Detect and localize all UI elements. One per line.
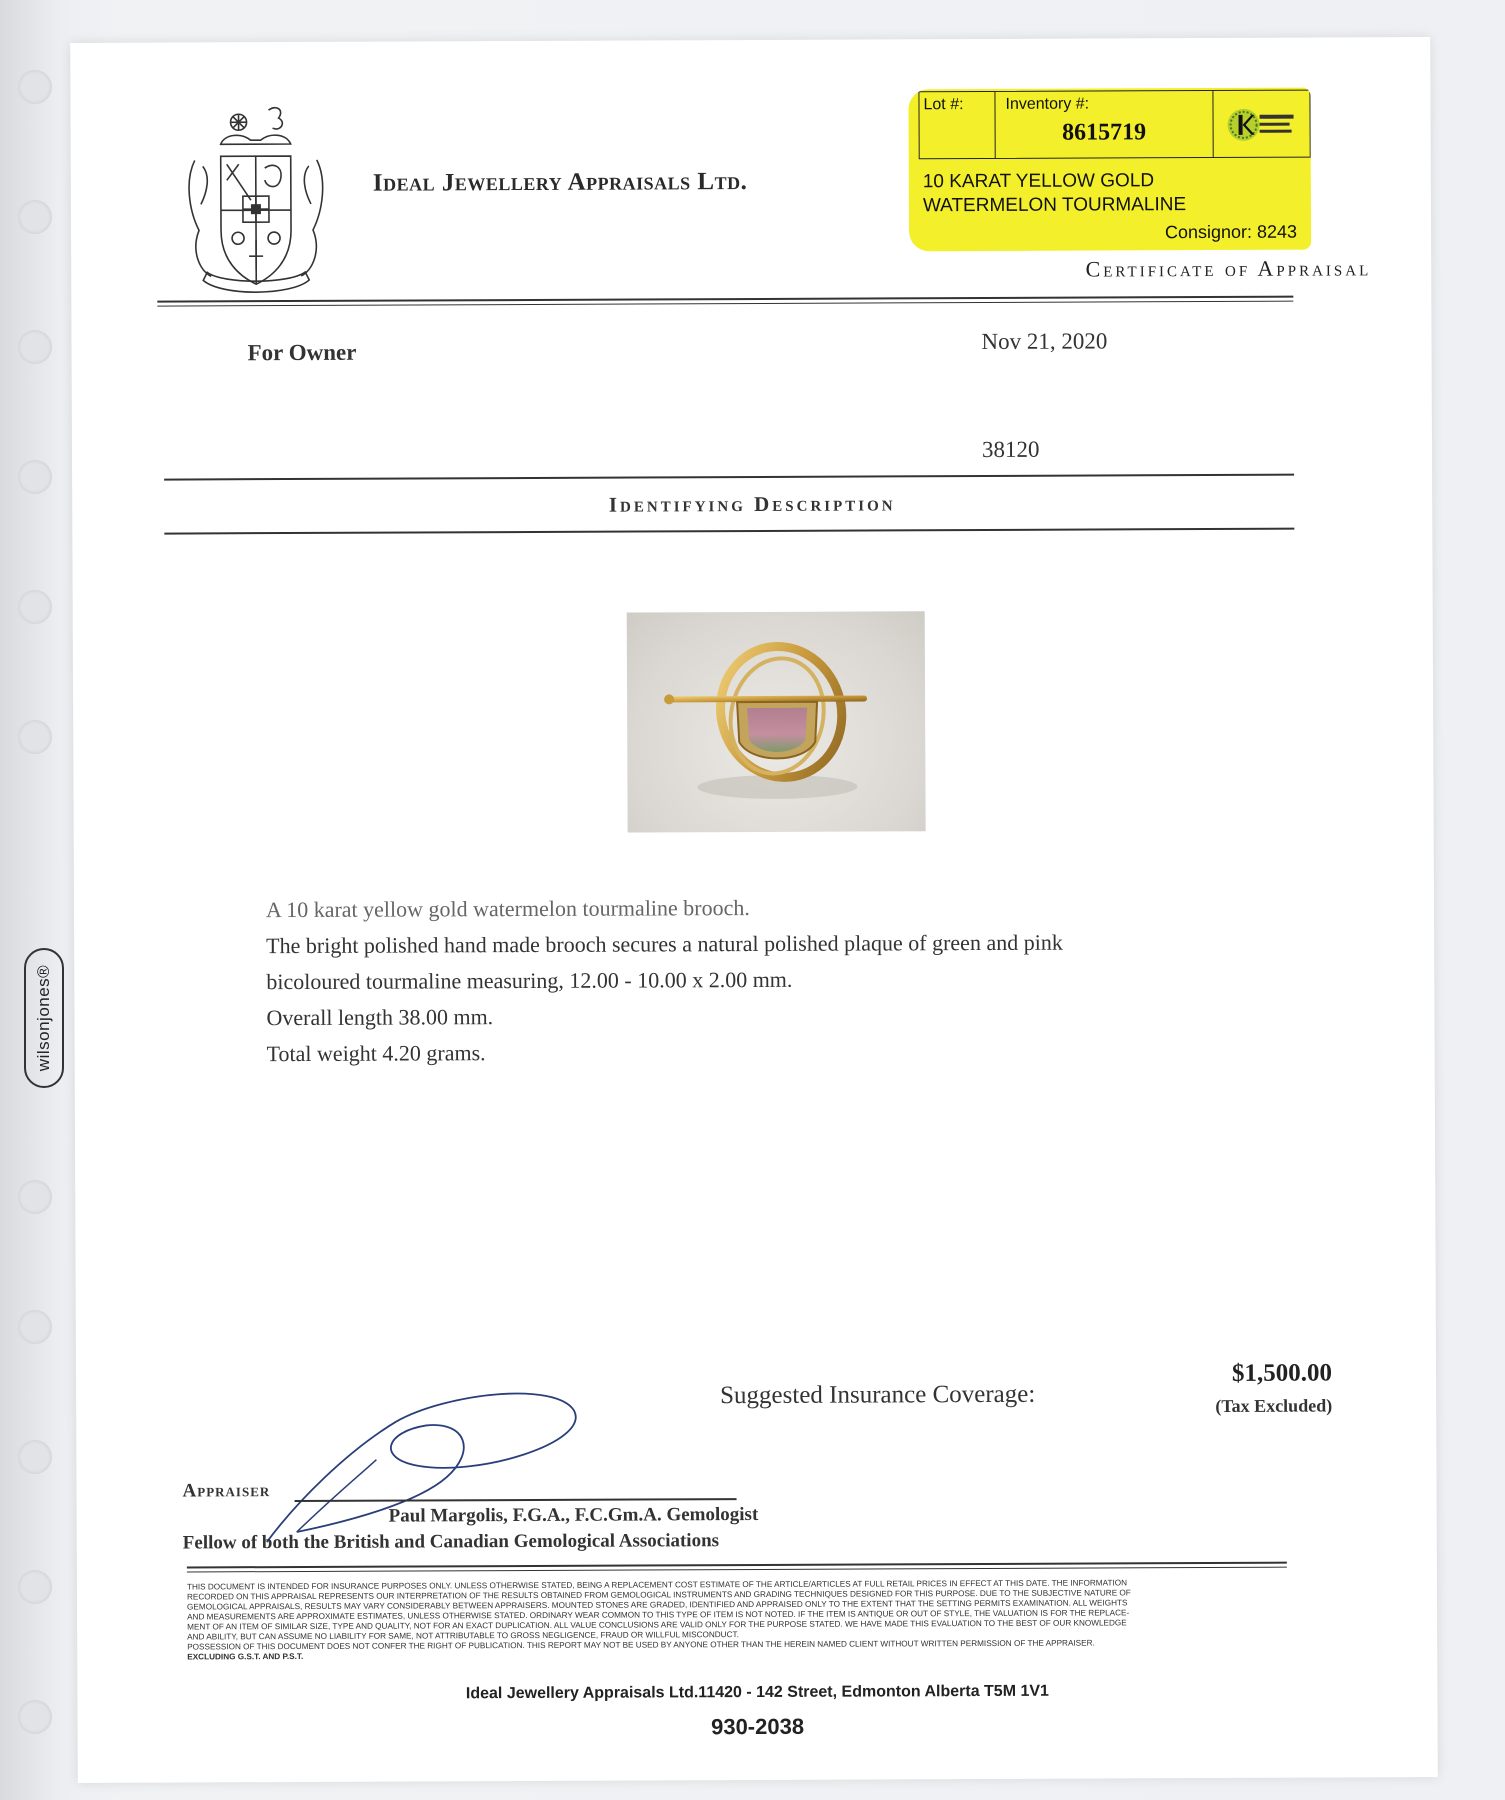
description-bottom-rule [164,528,1294,535]
description-line: Total weight 4.20 grams. [266,1040,486,1067]
sleeve-brand-text: wilsonjones® [34,964,53,1072]
appraiser-label: Appraiser [182,1480,271,1502]
brooch-image-icon [627,611,926,832]
disclaimer-line: POSSESSION OF THIS DOCUMENT DOES NOT CONFER THE RIGHT OF PUBLICATION. THIS REPORT MAY NOT BE USED BY ANYONE OTHER THAN THE HEREIN NAMED CLIENT WITHOUT WRITTEN PERMISSION OF THE APPRAISER. [187,1638,1095,1652]
punch-hole [18,1440,52,1474]
lot-label: Lot #: [923,96,964,114]
punch-hole [18,1310,52,1344]
description-line: The bright polished hand made brooch secures a natural polished plaque of green and pink [266,929,1063,959]
insurance-coverage-amount: $1,500.00 [1231,1359,1333,1387]
legal-disclaimer [187,1578,1287,1663]
company-address: Ideal Jewellery Appraisals Ltd.11420 - 142 Street, Edmonton Alberta T5M 1V1 [465,1682,1049,1703]
insurance-coverage-label: Suggested Insurance Coverage: [720,1380,1036,1410]
inventory-number: 8615719 [1062,119,1147,146]
punch-hole [18,200,52,234]
punch-hole [18,460,52,494]
sticker-item-line-1: 10 KARAT YELLOW GOLD [922,170,1155,193]
punch-hole [18,330,52,364]
item-description [266,889,1063,1072]
description-line: bicoloured tourmaline measuring, 12.00 - 10.00 x 2.00 mm. [266,966,793,995]
punch-hole [18,590,52,624]
brooch-photo [627,611,926,832]
punch-hole [18,720,52,754]
owner-label: For Owner [247,339,357,366]
appraiser-fellowship: Fellow of both the British and Canadian Gemological Associations [182,1530,720,1554]
punch-hole [18,1570,52,1604]
tax-note: (Tax Excluded) [1215,1395,1333,1416]
identifying-description-title: Identifying Description [608,491,896,517]
inventory-label: Inventory #: [1005,95,1090,113]
reference-number: 38120 [981,436,1040,463]
lot-cell [919,92,995,158]
punch-hole [18,1180,52,1214]
punch-hole [18,70,52,104]
inventory-cell [995,91,1213,158]
auction-house-logo-icon [1227,101,1297,149]
appraisal-date: Nov 21, 2020 [981,328,1108,355]
disclaimer-line: RECORDED ON THIS APPRAISAL REPRESENTS OUR INTERPRETATION OF THE RESULTS OBTAINED FROM GEMOLOGICAL INSTRUMENTS AND GRADING TECHNIQUES DESIGNED FOR THIS PURPOSE. DUE TO THE SUBJECTIVE NATURE OF [186,1588,1131,1602]
company-name: Ideal Jewellery Appraisals Ltd. [372,168,748,197]
sticker-grid [918,90,1310,160]
description-top-rule [164,474,1294,481]
punch-hole [18,1700,52,1734]
company-phone: 930-2038 [711,1713,805,1740]
disclaimer-line: THIS DOCUMENT IS INTENDED FOR INSURANCE PURPOSES ONLY. UNLESS OTHERWISE STATED, BEING A REPLACEMENT COST ESTIMATE OF THE ARTICLE/ARTICLES AT FULL RETAIL PRICES IN EFFECT AT THIS DATE. THE INFORMATION [186,1578,1128,1592]
certificate-title: Certificate of Appraisal [1085,255,1372,282]
disclaimer-line: MENT OF AN ITEM OF SIMILAR SIZE, TYPE AND QUALITY, NOT FOR AN EXACT DUPLICATION. ALL VALUE CONCLUSIONS ARE VALID ONLY FOR THE PURPOSE STATED. WE HAVE MADE THIS EVALUATION TO THE BEST OF OUR KNOWLEDGE [187,1618,1127,1632]
sticker-item-line-2: WATERMELON TOURMALINE [922,194,1187,217]
disclaimer-line: GEMOLOGICAL APPRAISALS, RESULTS MAY VARY CONSIDERABLY BETWEEN APPRAISERS. MOUNTED STONES ARE GRADED, IDENTIFIED AND APPRAISED ONLY TO THE EXTENT THAT THE SETTING PERMITS EXAMINATION. ALL WEIGHTS [187,1598,1128,1612]
coat-of-arms-icon [180,100,331,301]
appraiser-name: Paul Margolis, F.G.A., F.C.Gm.A. Gemologist [388,1503,759,1527]
sleeve-brand-label [24,948,64,1088]
disclaimer-line: EXCLUDING G.S.T. AND P.S.T. [187,1651,304,1662]
lot-sticker [908,88,1311,252]
disclaimer-line: AND MEASUREMENTS ARE APPROXIMATE ESTIMATES, UNLESS OTHERWISE STATED. ORDINARY WEAR COMMON TO THIS TYPE OF ITEM IS NOT NOTED. IF THE ITEM IS ANTIQUE OR OUT OF STYLE, THE VALUATION IS FOR THE REPLACE- [187,1608,1130,1622]
appraisal-certificate [70,37,1438,1783]
disclaimer-line: AND ABILITY, BUT CAN ASSUME NO LIABILITY FOR SAME, NOT ATTRIBUTABLE TO GROSS NEGLIGENCE, FRAUD OR WILLFUL MISCONDUCT. [187,1630,739,1642]
description-line: Overall length 38.00 mm. [266,1004,494,1031]
consignor-number: Consignor: 8243 [1164,221,1298,243]
description-line: A 10 karat yellow gold watermelon tourmaline brooch. [265,895,750,923]
